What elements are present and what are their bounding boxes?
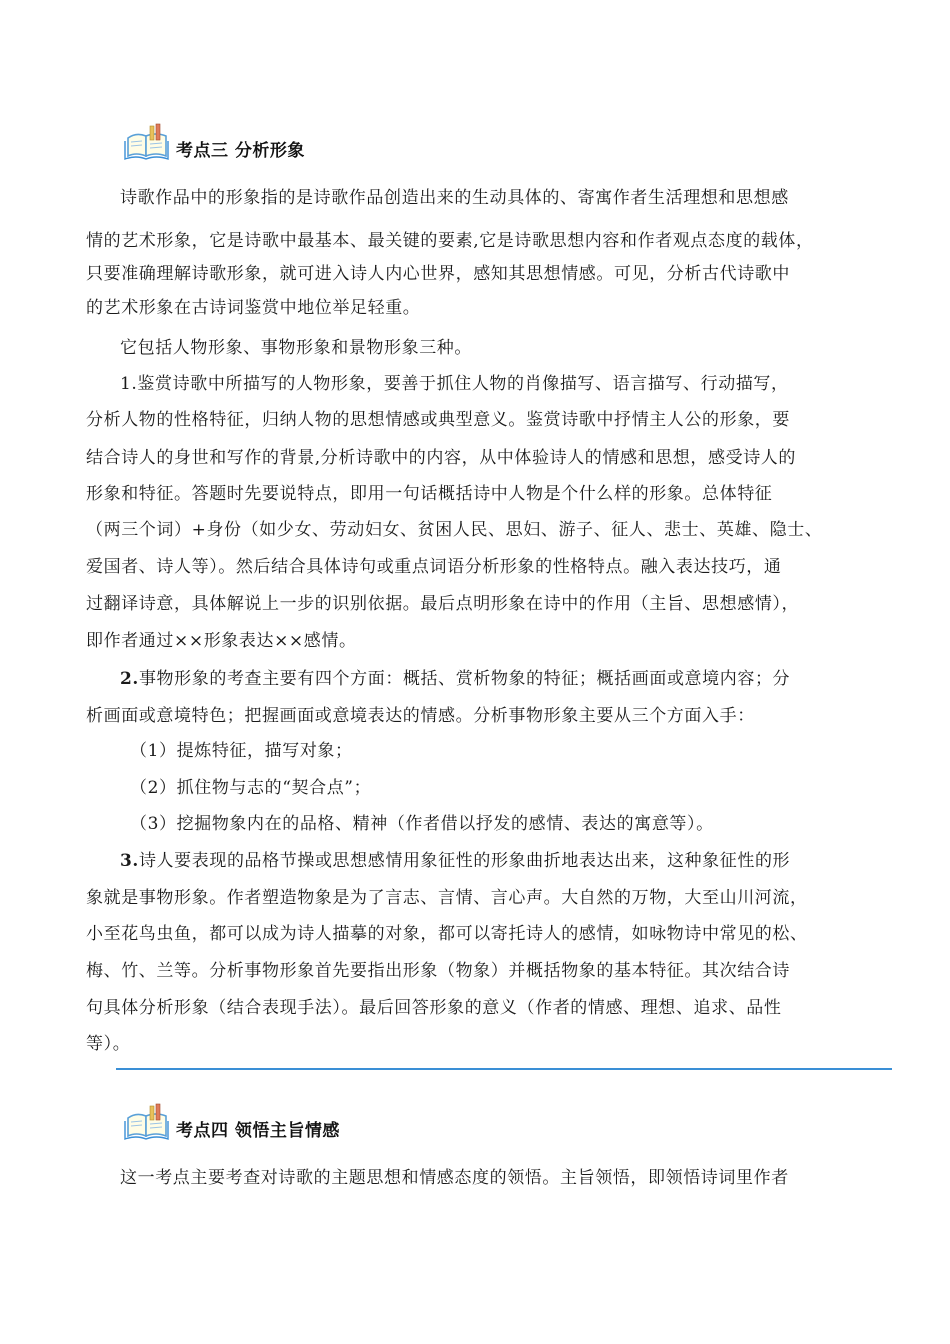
section-heading-4 (122, 1102, 340, 1142)
paragraph-line: 象就是事物形象。作者塑造物象是为了言志、言情、言心声。大自然的万物，大至山川河流， (86, 888, 808, 908)
paragraph-line: 诗歌作品中的形象指的是诗歌作品创造出来的生动具体的、寄寓作者生活理想和思想感 (120, 188, 789, 208)
section-divider (116, 1068, 892, 1070)
paragraph-line: 梅、竹、兰等。分析事物形象首先要指出形象（物象）并概括物象的基本特征。其次结合诗 (86, 961, 790, 981)
open-book-icon (122, 1102, 172, 1142)
paragraph-line: 情的艺术形象，它是诗歌中最基本、最关键的要素,它是诗歌思想内容和作者观点态度的载体， (86, 231, 814, 251)
paragraph-line: 过翻译诗意，具体解说上一步的识别依据。最后点明形象在诗中的作用（主旨、思想感情）， (86, 594, 800, 614)
paragraph-line: （2）抓住物与志的“契合点”； (130, 778, 372, 798)
paragraph-line: 形象和特征。答题时先要说特点，即用一句话概括诗中人物是个什么样的形象。总体特征 (86, 484, 773, 504)
line-text: 事物形象的考查主要有四个方面：概括、赏析物象的特征；概括画面或意境内容；分 (138, 669, 791, 689)
paragraph-line: 结合诗人的身世和写作的背景,分析诗歌中的内容，从中体验诗人的情感和思想，感受诗人的 (86, 448, 797, 468)
paragraph-line: （1）提炼特征，描写对象； (130, 741, 353, 761)
paragraph-line: 句具体分析形象（结合表现手法）。最后回答形象的意义（作者的情感、理想、追求、品性 (86, 998, 782, 1018)
paragraph-line: 爱国者、诗人等）。然后结合具体诗句或重点词语分析形象的性格特点。融入表达技巧，通 (86, 557, 782, 577)
paragraph-line: （两三个词）+身份（如少女、劳动妇女、贫困人民、思妇、游子、征人、悲士、英雄、隐士、 (86, 520, 823, 540)
line-text: 诗人要表现的品格节操或思想感情用象征性的形象曲折地表达出来，这种象征性的形 (138, 851, 791, 871)
open-book-icon (122, 122, 172, 162)
paragraph-line: （3）挖掘物象内在的品格、精神（作者借以抒发的感情、表达的寓意等）。 (130, 814, 714, 834)
section-title: 考点三 分析形象 (176, 140, 305, 161)
list-number: 2. (120, 669, 139, 689)
paragraph-line: 析画面或意境特色；把握画面或意境表达的情感。分析事物形象主要从三个方面入手： (86, 706, 755, 726)
paragraph-line: 的艺术形象在古诗词鉴赏中地位举足轻重。 (86, 298, 421, 318)
paragraph-line: 小至花鸟虫鱼，都可以成为诗人描摹的对象，都可以寄托诗人的感情，如咏物诗中常见的松、 (86, 924, 808, 944)
paragraph-line (120, 667, 900, 691)
paragraph-line: 这一考点主要考查对诗歌的主题思想和情感态度的领悟。主旨领悟，即领悟诗词里作者 (120, 1168, 789, 1188)
paragraph-line: 它包括人物形象、事物形象和景物形象三种。 (120, 338, 472, 358)
paragraph-line: 等）。 (86, 1034, 131, 1054)
paragraph-line: 只要准确理解诗歌形象，就可进入诗人内心世界，感知其思想情感。可见，分析古代诗歌中 (86, 264, 790, 284)
paragraph-line (120, 849, 900, 873)
list-number: 3. (120, 851, 139, 871)
section-title: 考点四 领悟主旨情感 (176, 1120, 340, 1141)
paragraph-line: 1.鉴赏诗歌中所描写的人物形象，要善于抓住人物的肖像描写、语言描写、行动描写， (120, 374, 789, 394)
paragraph-line: 分析人物的性格特征，归纳人物的思想情感或典型意义。鉴赏诗歌中抒情主人公的形象，要 (86, 410, 790, 430)
paragraph-line: 即作者通过××形象表达××感情。 (86, 631, 357, 651)
section-heading-3 (122, 122, 305, 162)
